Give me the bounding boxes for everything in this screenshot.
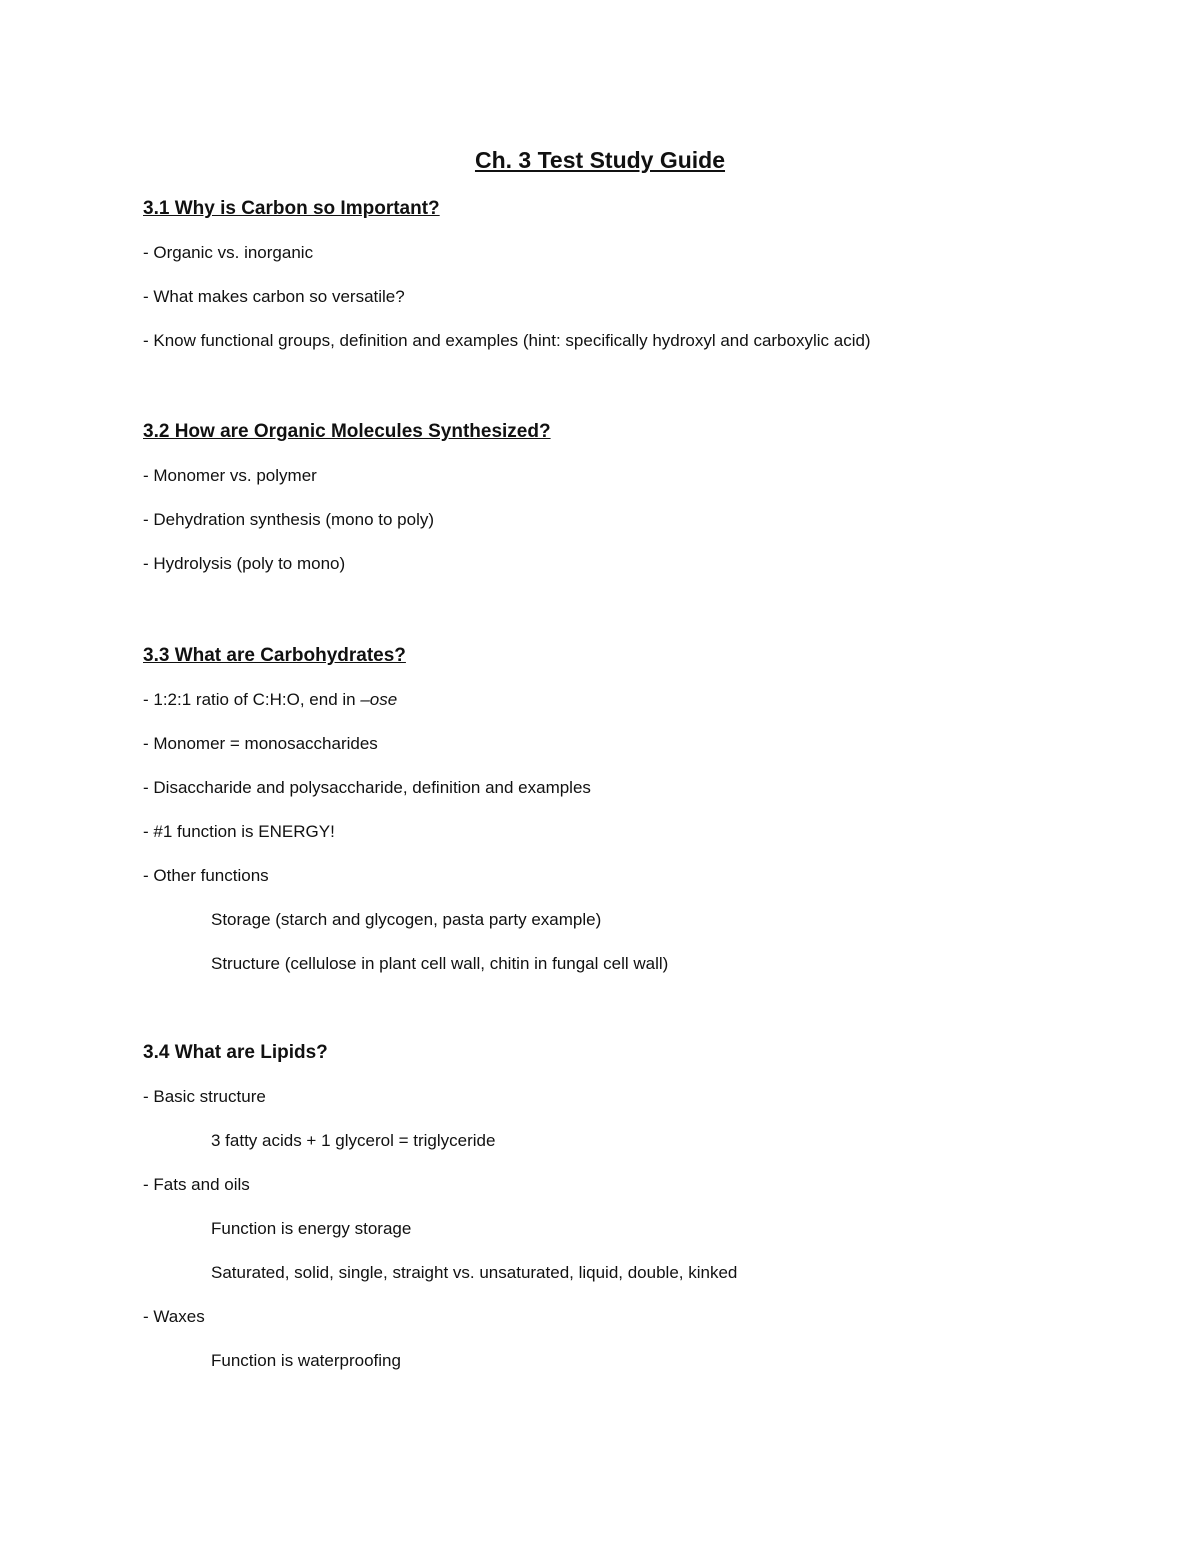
- sub-list-item: Function is waterproofing: [211, 1351, 401, 1370]
- section-3-4: [143, 1040, 1143, 1373]
- section-3-3: [143, 643, 1143, 976]
- section-heading: 3.1 Why is Carbon so Important?: [143, 198, 440, 219]
- section-heading: 3.3 What are Carbohydrates?: [143, 645, 406, 666]
- list-item: - Dehydration synthesis (mono to poly): [143, 510, 435, 529]
- list-item: - Disaccharide and polysaccharide, definition and examples: [143, 778, 591, 797]
- sub-list-item: Storage (starch and glycogen, pasta party example): [211, 910, 602, 929]
- list-item: - #1 function is ENERGY!: [143, 822, 335, 841]
- list-item: - What makes carbon so versatile?: [143, 287, 405, 306]
- list-item-text: - 1:2:1 ratio of C:H:O, end in: [143, 690, 361, 709]
- list-item: - Monomer = monosaccharides: [143, 734, 378, 753]
- list-item: - Other functions: [143, 866, 269, 885]
- list-item: - Organic vs. inorganic: [143, 243, 314, 262]
- sub-list-item: 3 fatty acids + 1 glycerol = triglyceride: [211, 1131, 496, 1150]
- section-heading: 3.4 What are Lipids?: [143, 1042, 328, 1063]
- list-item: - Waxes: [143, 1307, 205, 1326]
- suffix-ose: –ose: [360, 690, 398, 709]
- section-3-2: [143, 419, 1143, 576]
- page-title: Ch. 3 Test Study Guide: [474, 147, 726, 173]
- list-item: - Fats and oils: [143, 1175, 250, 1194]
- list-item: - Know functional groups, definition and examples (hint: specifically hydroxyl and carboxylic acid): [143, 331, 871, 350]
- list-item: - Monomer vs. polymer: [143, 466, 317, 485]
- list-item: [143, 688, 1143, 712]
- sub-list-item: Function is energy storage: [211, 1219, 412, 1238]
- sub-list-item: Saturated, solid, single, straight vs. unsaturated, liquid, double, kinked: [211, 1263, 738, 1282]
- section-heading: 3.2 How are Organic Molecules Synthesized?: [143, 421, 551, 442]
- sub-list-item: Structure (cellulose in plant cell wall, chitin in fungal cell wall): [211, 954, 669, 973]
- list-item: - Basic structure: [143, 1087, 266, 1106]
- list-item: - Hydrolysis (poly to mono): [143, 554, 346, 573]
- section-3-1: [143, 196, 1143, 353]
